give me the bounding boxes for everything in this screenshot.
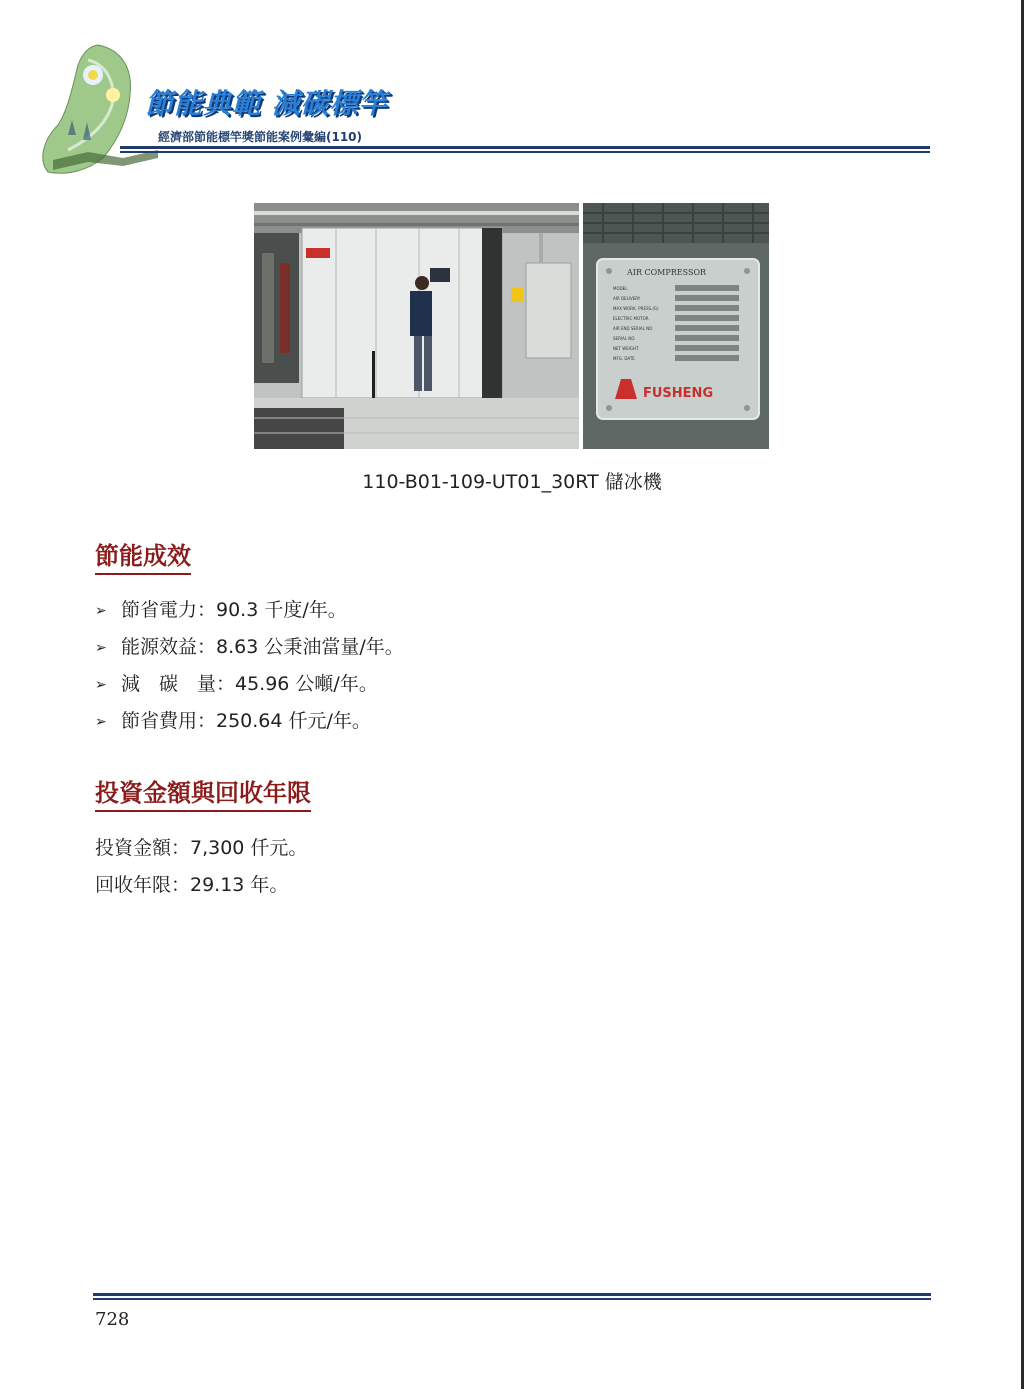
nameplate-heading: AIR COMPRESSOR — [627, 268, 707, 277]
list-item — [95, 595, 347, 622]
arrow-bullet-icon: ➢ — [95, 639, 107, 656]
plate-row-2: MAX.WORK. PRESS.(G) — [613, 306, 659, 311]
list-item-text: 節省電力：90.3 千度/年。 — [121, 599, 347, 621]
photo-caption: 110-B01-109-UT01_30RT 儲冰機 — [362, 471, 662, 493]
plate-row-7: MFG. DATE — [613, 356, 635, 361]
section-title-investment: 投資金額與回收年限 — [95, 773, 311, 812]
plate-row-4: AIR END SERIAL NO. — [613, 326, 654, 331]
arrow-bullet-icon: ➢ — [95, 713, 107, 730]
plate-row-1: AIR DELIVERY — [613, 296, 641, 301]
list-item-text: 節省費用：250.64 仟元/年。 — [121, 710, 371, 732]
list-item — [95, 632, 404, 659]
plate-row-3: ELECTRIC MOTOR — [613, 316, 649, 321]
list-item — [95, 706, 371, 733]
header-title: 節能典範 減碳標竿 — [145, 87, 388, 120]
arrow-bullet-icon: ➢ — [95, 602, 107, 619]
list-item-text: 能源效益：8.63 公秉油當量/年。 — [121, 636, 404, 658]
compressor-room-photo — [254, 203, 579, 449]
section-title-energy-savings: 節能成效 — [95, 536, 191, 575]
header-subtitle: 經濟部節能標竿獎節能案例彙編(110) — [158, 130, 363, 144]
header-rule-thin — [120, 151, 930, 153]
plate-row-5: SERIAL NO. — [613, 336, 636, 341]
investment-amount: 投資金額：7,300 仟元。 — [95, 837, 308, 859]
footer-rule — [93, 1293, 931, 1296]
plate-row-0: MODEL — [613, 286, 628, 291]
list-item — [95, 669, 378, 696]
list-item-text: 減 碳 量：45.96 公噸/年。 — [121, 673, 378, 695]
nameplate-brand: FUSHENG — [643, 386, 714, 401]
page-number: 728 — [95, 1309, 130, 1330]
payback-period: 回收年限：29.13 年。 — [95, 874, 289, 896]
plate-row-6: NET WEIGHT — [613, 346, 639, 351]
header-rule — [120, 146, 930, 149]
arrow-bullet-icon: ➢ — [95, 676, 107, 693]
nameplate-photo — [583, 203, 769, 449]
footer-rule-thin — [93, 1298, 931, 1300]
